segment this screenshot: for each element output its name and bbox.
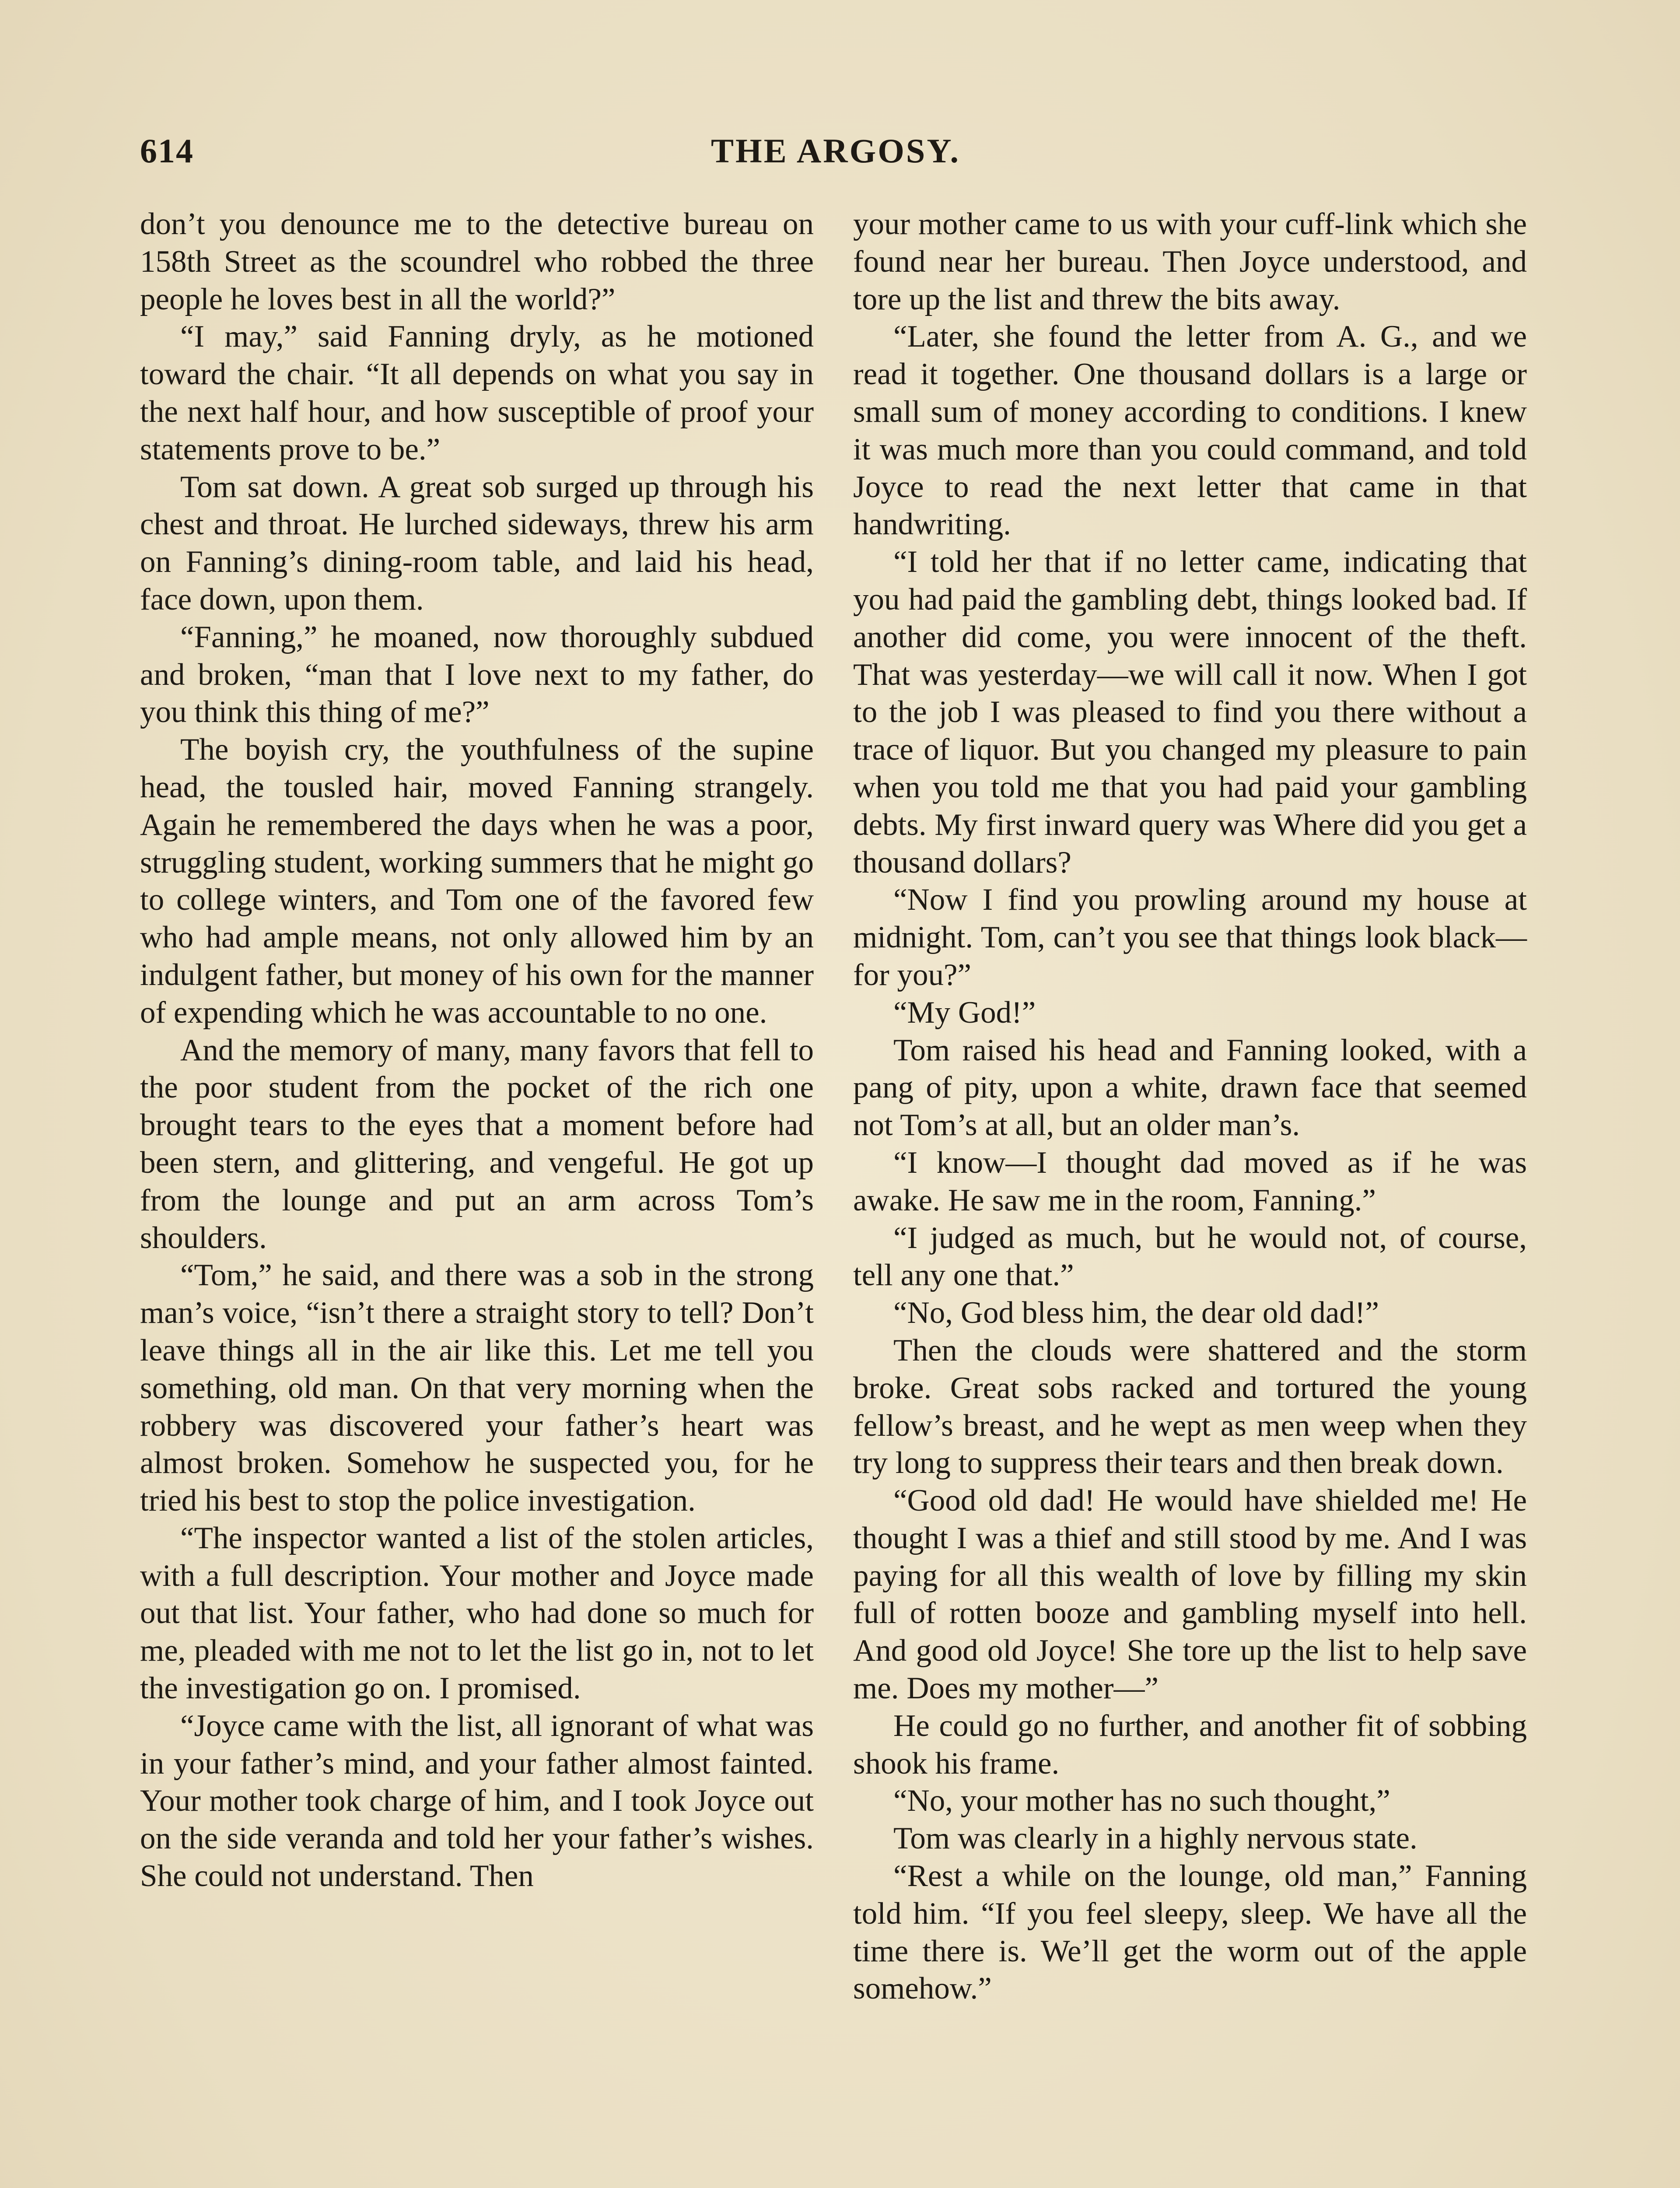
paragraph: “I may,” said Fanning dryly, as he motioned toward the chair. “It all depends on what you say in the next half hour, and how susceptible of proof your statements prove to be.” bbox=[140, 319, 814, 466]
paragraph: The boyish cry, the youthfulness of the supine head, the tousled hair, moved Fanning strangely. Again he remembered the days when he was a poor, struggling student, working summers that he might go to college winters, and Tom one of the favored few who had ample means, not only allowed him by an indulgent father, but money of his own for the manner of expending which he was accountable to no one. bbox=[140, 733, 814, 1030]
paragraph: your mother came to us with your cuff-link which she found near her bureau. Then Joyce understood, and tore up the list and threw the bits away. bbox=[853, 207, 1527, 316]
paragraph: He could go no further, and another fit of sobbing shook his frame. bbox=[853, 1708, 1527, 1781]
paragraph: And the memory of many, many favors that fell to the poor student from the pocket of the rich one brought tears to the eyes that a moment before had been stern, and glittering, and vengeful. He got up from the lounge and put an arm across Tom’s shoulders. bbox=[140, 1033, 814, 1255]
left-column bbox=[140, 206, 814, 1895]
running-head: THE ARGOSY. bbox=[711, 132, 960, 170]
paragraph: “The inspector wanted a list of the stolen articles, with a full description. Your mother and Joyce made out that list. Your father, who had done so much for me, pleaded with me not to let the list go in, not to let the investigation go on. I promised. bbox=[140, 1521, 814, 1706]
paragraph: “Rest a while on the lounge, old man,” Fanning told him. “If you feel sleepy, sleep. We have all the time there is. We’ll get the worm out of the apple somehow.” bbox=[853, 1859, 1527, 2006]
paragraph: “My God!” bbox=[893, 995, 1036, 1030]
paragraph: “I judged as much, but he would not, of course, tell any one that.” bbox=[853, 1220, 1527, 1293]
paragraph: “Good old dad! He would have shielded me! He thought I was a thief and still stood by me. And I was paying for all this wealth of love by filling my skin full of rotten booze and gambling myself into hell. And good old Joyce! She tore up the list to help save me. Does my mother—” bbox=[853, 1483, 1527, 1706]
paragraph: don’t you denounce me to the detective bureau on 158th Street as the scoundrel who robbed the three people he loves best in all the world?” bbox=[140, 207, 814, 316]
paragraph: “Later, she found the letter from A. G., and we read it together. One thousand dollars is a large or small sum of money according to conditions. I knew it was much more than you could command, and told Joyce to read the next letter that came in that handwriting. bbox=[853, 319, 1527, 542]
paragraph: “I told her that if no letter came, indicating that you had paid the gambling debt, things looked bad. If another did come, you were innocent of the theft. That was yesterday—we will call it now. When I got to the job I was pleased to find you there without a trace of liquor. But you changed my pleasure to pain when you told me that you had paid your gambling debts. My first inward query was Where did you get a thousand dollars? bbox=[853, 545, 1527, 880]
paragraph: “Now I find you prowling around my house at midnight. Tom, can’t you see that things look black—for you?” bbox=[853, 883, 1527, 992]
page-number: 614 bbox=[140, 132, 194, 170]
paragraph: Tom was clearly in a highly nervous state. bbox=[893, 1821, 1418, 1856]
paragraph: Tom sat down. A great sob surged up through his chest and throat. He lurched sideways, threw his arm on Fanning’s dining-room table, and laid his head, face down, upon them. bbox=[140, 470, 814, 617]
paragraph: “Joyce came with the list, all ignorant of what was in your father’s mind, and your father almost fainted. Your mother took charge of him, and I took Joyce out on the side veranda and told her your father’s wishes. She could not understand. Then bbox=[140, 1708, 814, 1893]
paragraph: “No, your mother has no such thought,” bbox=[893, 1784, 1390, 1818]
paragraph: “Fanning,” he moaned, now thoroughly subdued and broken, “man that I love next to my father, do you think this thing of me?” bbox=[140, 620, 814, 729]
right-column bbox=[853, 206, 1527, 2008]
paragraph: Then the clouds were shattered and the storm broke. Great sobs racked and tortured the young fellow’s breast, and he wept as men weep when they try long to suppress their tears and then break down. bbox=[853, 1333, 1527, 1480]
paragraph: “I know—I thought dad moved as if he was awake. He saw me in the room, Fanning.” bbox=[853, 1145, 1527, 1217]
paragraph: “No, God bless him, the dear old dad!” bbox=[893, 1296, 1379, 1330]
paragraph: “Tom,” he said, and there was a sob in the strong man’s voice, “isn’t there a straight story to tell? Don’t leave things all in the air like this. Let me tell you something, old man. On that very morning when the robbery was discovered your father’s heart was almost broken. Somehow he suspected you, for he tried his best to stop the police investigation. bbox=[140, 1258, 814, 1518]
paragraph: Tom raised his head and Fanning looked, with a pang of pity, upon a white, drawn face that seemed not Tom’s at all, but an older man’s. bbox=[853, 1033, 1527, 1143]
page-header bbox=[140, 131, 1531, 179]
